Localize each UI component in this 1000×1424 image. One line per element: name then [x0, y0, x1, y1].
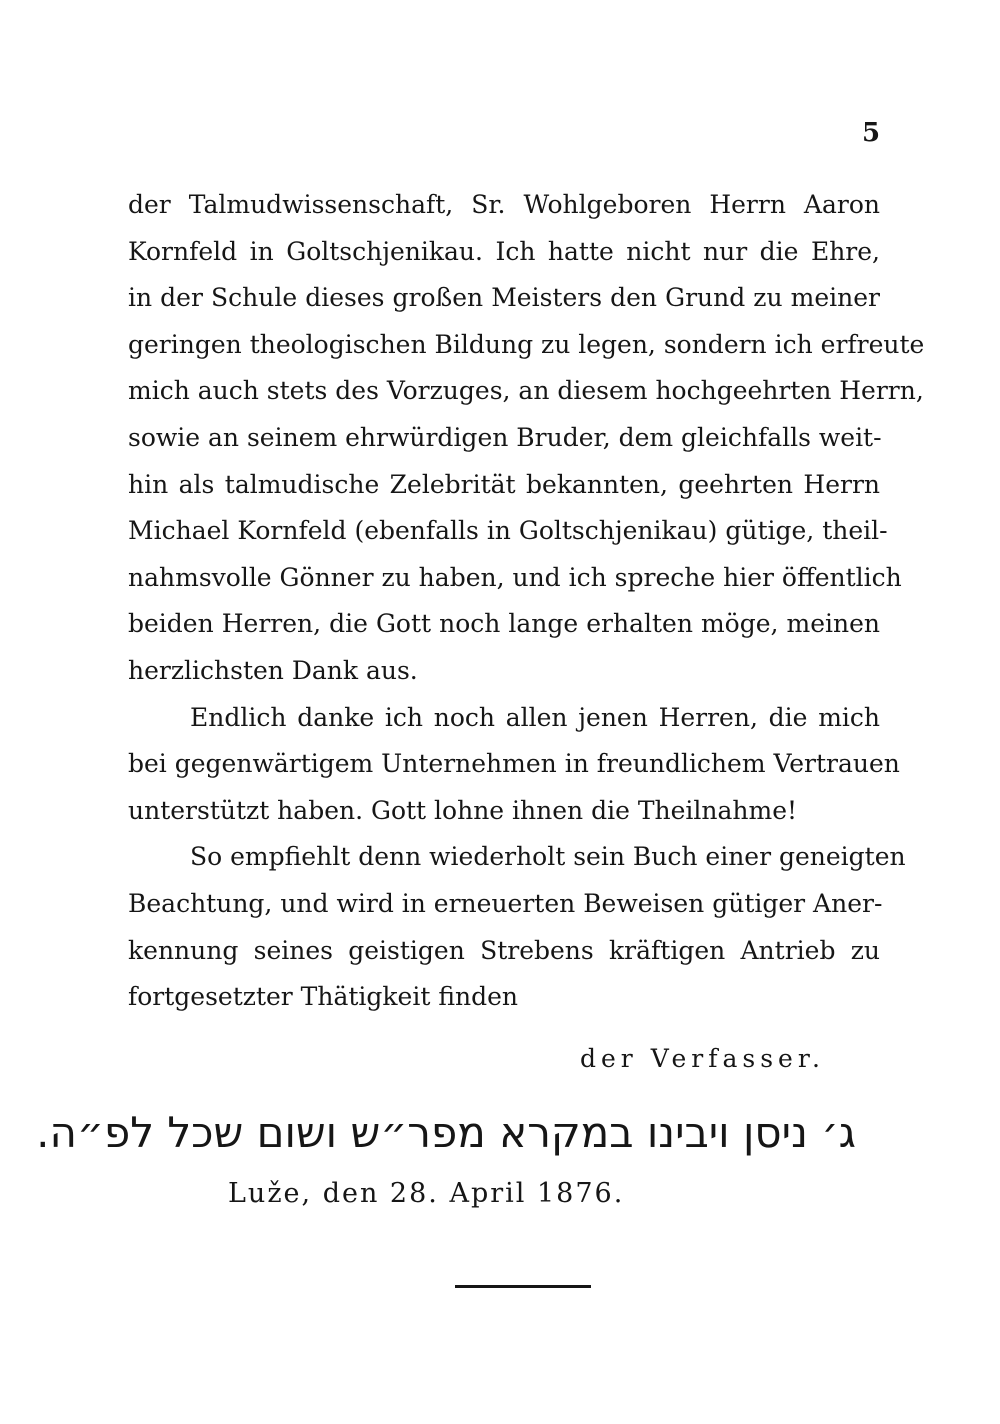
- text-line: geringen theologischen Bildung zu legen, sondern ich erfreute: [128, 329, 925, 359]
- text-line: hin als talmudische Zelebrität bekannten, geehrten Herrn: [128, 469, 880, 499]
- paragraph-acknowledgement-teachers: [128, 182, 925, 695]
- text-line: fortgesetzter Thätigkeit finden: [128, 982, 519, 1012]
- hebrew-date-line: ג׳ ניסן ויבינו במקרא מפר״ש ושום שכל לפ״ה.: [36, 1108, 856, 1157]
- body-text: [128, 182, 925, 1021]
- place-date: Luže, den 28. April 1876.: [228, 1178, 625, 1209]
- text-line: So empfiehlt denn wiederholt sein Buch einer geneigten: [190, 842, 906, 872]
- author-signature: der Verfasser.: [580, 1044, 825, 1073]
- text-line: in der Schule dieses großen Meisters den Grund zu meiner: [128, 283, 880, 313]
- text-line: bei gegenwärtigem Unternehmen in freundlichem Vertrauen: [128, 749, 900, 779]
- text-line: Michael Kornfeld (ebenfalls in Goltschjenikau) gütige, theil-: [128, 516, 888, 546]
- text-line: mich auch stets des Vorzuges, an diesem hochgeehrten Herrn,: [128, 376, 924, 406]
- text-line: Kornfeld in Goltschjenikau. Ich hatte nicht nur die Ehre,: [128, 236, 880, 266]
- page-number: 5: [862, 118, 881, 148]
- closing-rule: [455, 1285, 591, 1288]
- text-line: Beachtung, und wird in erneuerten Beweisen gütiger Aner-: [128, 888, 883, 918]
- paragraph-acknowledgement-supporters: [128, 695, 900, 835]
- text-line: herzlichsten Dank aus.: [128, 655, 418, 685]
- paragraph-recommendation: [128, 834, 906, 1020]
- text-line: kennung seines geistigen Strebens kräftigen Antrieb zu: [128, 935, 880, 965]
- text-line: Endlich danke ich noch allen jenen Herren, die mich: [190, 702, 880, 732]
- text-line: sowie an seinem ehrwürdigen Bruder, dem gleichfalls weit-: [128, 422, 882, 452]
- text-line: beiden Herren, die Gott noch lange erhalten möge, meinen: [128, 609, 880, 639]
- text-line: unterstützt haben. Gott lohne ihnen die Theilnahme!: [128, 795, 798, 825]
- text-line: der Talmudwissenschaft, Sr. Wohlgeboren Herrn Aaron: [128, 190, 880, 219]
- text-line: nahmsvolle Gönner zu haben, und ich spreche hier öffentlich: [128, 562, 902, 592]
